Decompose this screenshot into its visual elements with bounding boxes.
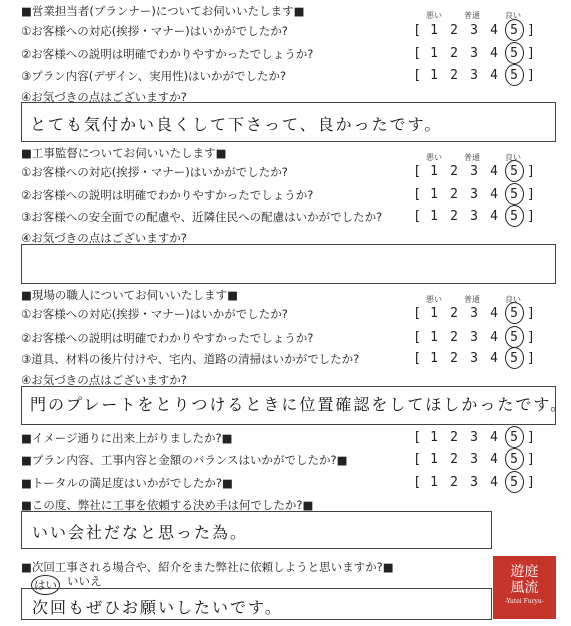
rating-option-2[interactable]: 2 [450,306,458,321]
rating-option-1[interactable]: 1 [430,46,438,61]
rating-option-5[interactable]: 5 [504,23,524,38]
referral-question: ■次回工事される場合や、紹介をまた弊社に依頼しようと思いますか?■ [21,560,394,574]
rating-option-4[interactable]: 4 [490,351,498,366]
rating-scale [410,68,538,83]
question-text: ①お客様への対応(挨拶・マナー)はいかがでしたか? [21,307,288,321]
company-logo-stamp [493,556,556,619]
section-title: ■営業担当者(プランナー)についてお伺いいたします■ [21,4,305,18]
rating-option-4[interactable]: 4 [490,164,498,179]
referral-answer: 次回もぜひお願いしたいです。 [32,598,283,617]
rating-option-2[interactable]: 2 [450,46,458,61]
rating-option-5[interactable]: 5 [504,46,524,61]
scale-header-average: 普通 [464,11,480,20]
rating-option-4[interactable]: 4 [490,306,498,321]
rating-option-3[interactable]: 3 [470,452,478,467]
rating-scale [410,330,538,345]
comment-question: ④お気づきの点はございますか? [21,231,187,245]
scale-bracket-close: ] [527,164,535,179]
rating-option-4[interactable]: 4 [490,330,498,345]
scale-bracket-open: [ [413,209,421,224]
rating-option-2[interactable]: 2 [450,452,458,467]
rating-option-3[interactable]: 3 [470,306,478,321]
scale-header-good: 良い [505,11,521,20]
rating-option-5[interactable]: 5 [504,430,524,445]
question-text: ①お客様への対応(挨拶・マナー)はいかがでしたか? [21,24,288,38]
scale-header-bad: 悪い [426,153,442,162]
scale-bracket-close: ] [527,306,535,321]
rating-option-2[interactable]: 2 [450,68,458,83]
scale-bracket-close: ] [527,475,535,490]
scale-bracket-close: ] [527,187,535,202]
rating-option-5[interactable]: 5 [504,306,524,321]
rating-scale [410,351,538,366]
scale-bracket-open: [ [413,46,421,61]
rating-option-3[interactable]: 3 [470,475,478,490]
rating-option-4[interactable]: 4 [490,452,498,467]
scale-bracket-open: [ [413,430,421,445]
rating-option-5[interactable]: 5 [504,209,524,224]
rating-option-2[interactable]: 2 [450,430,458,445]
referral-option-no[interactable]: いいえ [67,574,102,588]
scale-bracket-close: ] [527,351,535,366]
question-text: ③お客様への安全面での配慮や、近隣住民への配慮はいかがでしたか? [21,210,383,224]
rating-option-3[interactable]: 3 [470,46,478,61]
comment-box[interactable] [21,244,556,284]
scale-bracket-open: [ [413,351,421,366]
rating-option-5[interactable]: 5 [504,330,524,345]
rating-option-1[interactable]: 1 [430,187,438,202]
rating-option-3[interactable]: 3 [470,330,478,345]
rating-option-2[interactable]: 2 [450,351,458,366]
scale-bracket-close: ] [527,452,535,467]
rating-option-4[interactable]: 4 [490,23,498,38]
comment-answer: 門のプレートをとりつけるときに位置確認をしてほしかったです。 [30,395,569,414]
scale-bracket-close: ] [527,330,535,345]
rating-option-5[interactable]: 5 [504,452,524,467]
rating-option-5[interactable]: 5 [504,68,524,83]
scale-bracket-close: ] [527,23,535,38]
scale-bracket-open: [ [413,23,421,38]
question-text: ③道具、材料の後片付けや、宅内、道路の清掃はいかがでしたか? [21,352,360,366]
rating-option-1[interactable]: 1 [430,23,438,38]
rating-option-1[interactable]: 1 [430,330,438,345]
rating-option-1[interactable]: 1 [430,68,438,83]
rating-option-5[interactable]: 5 [504,187,524,202]
rating-scale [410,23,538,38]
question-text: ②お客様への説明は明確でわかりやすかったでしょうか? [21,188,314,202]
question-text: ③プラン内容(デザイン、実用性)はいかがでしたか? [21,69,287,83]
rating-option-5[interactable]: 5 [504,351,524,366]
scale-header-good: 良い [505,295,521,304]
rating-option-1[interactable]: 1 [430,475,438,490]
scale-bracket-open: [ [413,330,421,345]
rating-option-3[interactable]: 3 [470,430,478,445]
rating-option-4[interactable]: 4 [490,209,498,224]
rating-option-2[interactable]: 2 [450,23,458,38]
rating-option-5[interactable]: 5 [504,475,524,490]
rating-option-3[interactable]: 3 [470,351,478,366]
overall-question: ■トータルの満足度はいかがでしたか?■ [21,476,233,490]
rating-scale [410,452,538,467]
rating-option-4[interactable]: 4 [490,68,498,83]
overall-question: ■イメージ通りに出来上がりましたか?■ [21,431,233,445]
scale-header-average: 普通 [464,153,480,162]
rating-option-3[interactable]: 3 [470,68,478,83]
scale-bracket-open: [ [413,187,421,202]
scale-bracket-close: ] [527,68,535,83]
scale-bracket-close: ] [527,430,535,445]
rating-option-3[interactable]: 3 [470,209,478,224]
comment-question: ④お気づきの点はございますか? [21,373,187,387]
scale-bracket-open: [ [413,164,421,179]
rating-scale [410,306,538,321]
rating-option-4[interactable]: 4 [490,475,498,490]
rating-option-4[interactable]: 4 [490,46,498,61]
overall-question: ■プラン内容、工事内容と金額のバランスはいかがでしたか?■ [21,453,348,467]
rating-option-4[interactable]: 4 [490,430,498,445]
comment-answer: とても気付かい良くして下さって、良かったです。 [30,115,443,134]
rating-option-1[interactable]: 1 [430,306,438,321]
scale-header-bad: 悪い [426,11,442,20]
decision-answer: いい会社だなと思った為。 [32,523,249,542]
rating-option-1[interactable]: 1 [430,430,438,445]
rating-option-1[interactable]: 1 [430,164,438,179]
rating-option-3[interactable]: 3 [470,187,478,202]
rating-option-4[interactable]: 4 [490,187,498,202]
rating-scale [410,475,538,490]
stamp-kanji: 遊庭風流 [510,564,539,596]
question-text: ②お客様への説明は明確でわかりやすかったでしょうか? [21,331,314,345]
scale-bracket-close: ] [527,209,535,224]
scale-bracket-open: [ [413,475,421,490]
rating-scale [410,46,538,61]
rating-option-2[interactable]: 2 [450,330,458,345]
scale-header-average: 普通 [464,295,480,304]
rating-option-1[interactable]: 1 [430,452,438,467]
section-title: ■現場の職人についてお伺いいたします■ [21,288,238,302]
rating-option-1[interactable]: 1 [430,209,438,224]
rating-option-2[interactable]: 2 [450,187,458,202]
rating-option-2[interactable]: 2 [450,164,458,179]
referral-option-yes[interactable]: はい [34,578,57,592]
scale-bracket-open: [ [413,306,421,321]
rating-scale [410,164,538,179]
rating-option-5[interactable]: 5 [504,164,524,179]
comment-question: ④お気づきの点はございますか? [21,90,187,104]
section-title: ■工事監督についてお伺いいたします■ [21,146,227,160]
question-text: ①お客様への対応(挨拶・マナー)はいかがでしたか? [21,165,288,179]
rating-scale [410,209,538,224]
rating-option-1[interactable]: 1 [430,351,438,366]
stamp-romaji: -Yutei Furyu- [505,598,544,605]
scale-bracket-open: [ [413,68,421,83]
scale-bracket-close: ] [527,46,535,61]
rating-option-3[interactable]: 3 [470,164,478,179]
rating-option-2[interactable]: 2 [450,209,458,224]
rating-scale [410,187,538,202]
scale-bracket-open: [ [413,452,421,467]
scale-header-bad: 悪い [426,295,442,304]
scale-header-good: 良い [505,153,521,162]
rating-scale [410,430,538,445]
decision-question: ■この度、弊社に工事を依頼する決め手は何でしたか?■ [21,498,314,512]
rating-option-3[interactable]: 3 [470,23,478,38]
rating-option-2[interactable]: 2 [450,475,458,490]
question-text: ②お客様への説明は明確でわかりやすかったでしょうか? [21,47,314,61]
